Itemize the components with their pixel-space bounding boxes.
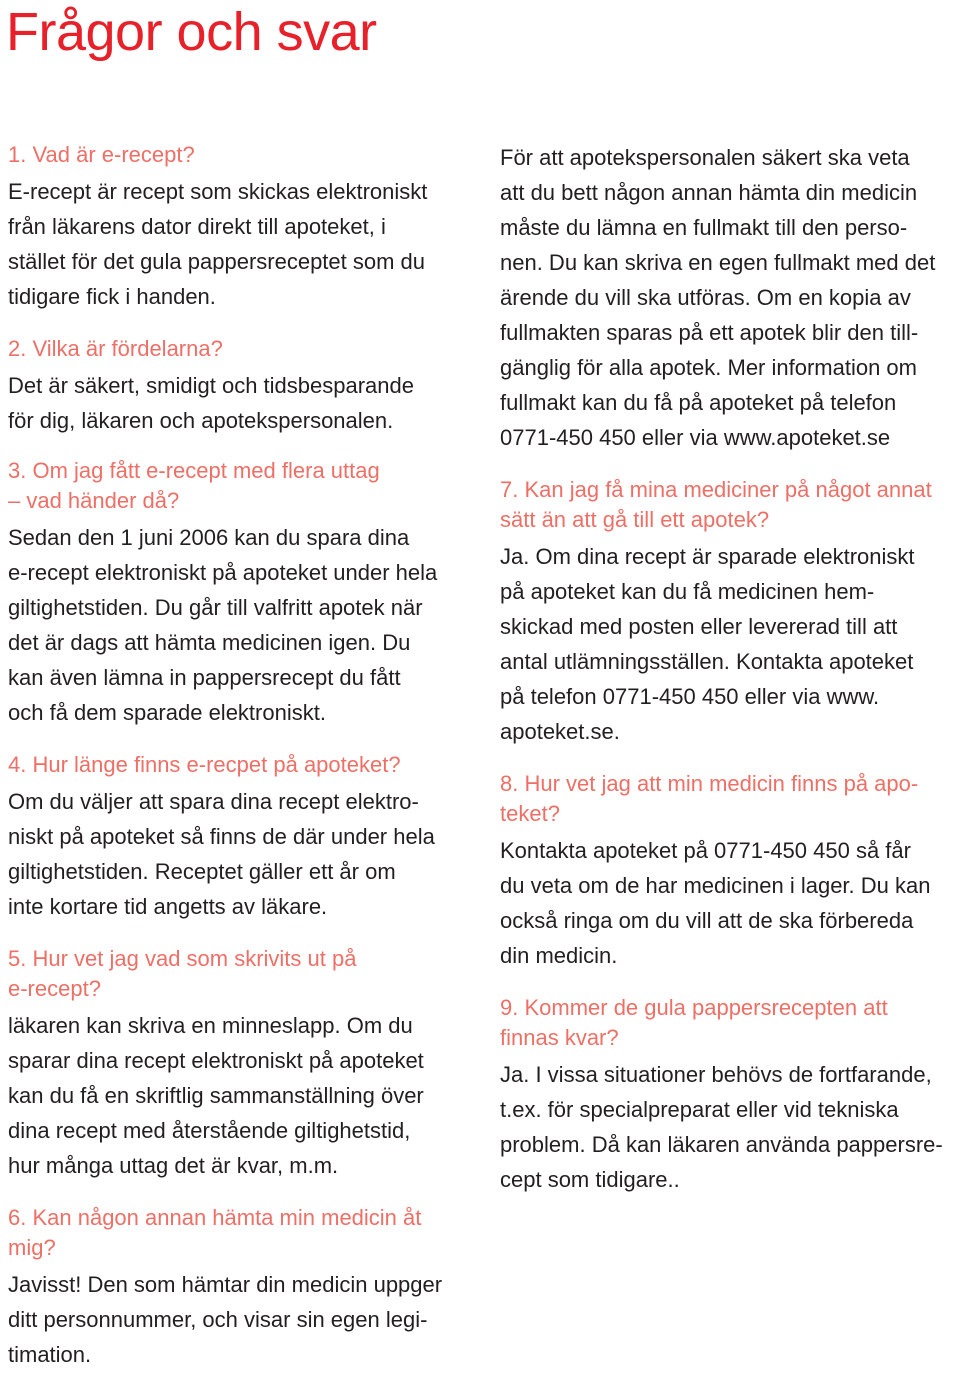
faq-answer-4: Om du väljer att spara dina recept elektro- niskt på apoteket så finns de där under hela giltighetstiden. Receptet gäller ett år om inte kortare tid angetts av läkare. <box>8 789 435 919</box>
faq-answer-9: Ja. I vissa situationer behövs de fortfarande, t.ex. för specialpreparat eller vid tekniska problem. Då kan läkaren använda pappersre- cept som tidigare.. <box>500 1062 943 1192</box>
faq-item-9 <box>500 993 955 1197</box>
faq-answer-5: läkaren kan skriva en minneslapp. Om du sparar dina recept elektroniskt på apoteket kan du få en skriftlig sammanställning över dina recept med återstående giltighetstid, hur många uttag det är kvar, m.m. <box>8 1013 424 1178</box>
faq-question-7: 7. Kan jag få mina mediciner på något annat sätt än att gå till ett apotek? <box>500 477 932 532</box>
right-column <box>500 140 955 1217</box>
faq-item-5 <box>8 944 478 1183</box>
faq-question-8: 8. Hur vet jag att min medicin finns på apo- teket? <box>500 771 919 826</box>
faq-item-3 <box>8 456 478 730</box>
faq-item-6-continued <box>500 140 955 455</box>
faq-answer-1: E-recept är recept som skickas elektroniskt från läkarens dator direkt till apoteket, i stället för det gula pappersreceptet som du tidigare fick i handen. <box>8 179 428 309</box>
faq-question-6: 6. Kan någon annan hämta min medicin åt mig? <box>8 1205 422 1260</box>
faq-item-8 <box>500 769 955 973</box>
faq-answer-3: Sedan den 1 juni 2006 kan du spara dina e-recept elektroniskt på apoteket under hela giltighetstiden. Du går till valfritt apotek när det är dags att hämta medicinen igen. Du kan även lämna in pappersrecept du fått och få dem sparade elektroniskt. <box>8 525 438 725</box>
page-title: Frågor och svar <box>6 2 377 62</box>
faq-item-4 <box>8 750 478 924</box>
faq-question-1: 1. Vad är e-recept? <box>8 142 195 167</box>
faq-question-4: 4. Hur länge finns e-recpet på apoteket? <box>8 752 401 777</box>
faq-answer-7: Ja. Om dina recept är sparade elektroniskt på apoteket kan du få medicinen hem- skickad med posten eller levererad till att antal utlämningsställen. Kontakta apoteket på telefon 0771-450 450 eller via www. apoteket.se. <box>500 544 915 744</box>
faq-answer-6: Javisst! Den som hämtar din medicin uppger ditt personnummer, och visar sin egen legi- timation. <box>8 1272 443 1367</box>
faq-question-3: 3. Om jag fått e-recept med flera uttag – vad händer då? <box>8 458 380 513</box>
faq-question-5: 5. Hur vet jag vad som skrivits ut på e-recept? <box>8 946 357 1001</box>
faq-answer-2: Det är säkert, smidigt och tidsbesparande för dig, läkaren och apotekspersonalen. <box>8 373 414 433</box>
faq-item-1 <box>8 140 478 314</box>
faq-answer-8: Kontakta apoteket på 0771-450 450 så får du veta om de har medicinen i lager. Du kan också ringa om du vill att de ska förbereda din medicin. <box>500 838 931 968</box>
faq-question-9: 9. Kommer de gula pappersrecepten att finnas kvar? <box>500 995 888 1050</box>
faq-question-2: 2. Vilka är fördelarna? <box>8 336 223 361</box>
faq-item-6 <box>8 1203 478 1372</box>
faq-item-2 <box>8 334 478 438</box>
faq-answer-6-continued: För att apotekspersonalen säkert ska veta att du bett någon annan hämta din medicin måste du lämna en fullmakt till den perso- nen. Du kan skriva en egen fullmakt med det ärende du vill ska utföras. Om en kopia av fullmakten sparas på ett apotek blir den till- gänglig för alla apotek. Mer information om fullmakt kan du få på apoteket på telefon 0771-450 450 eller via www.apoteket.se <box>500 145 936 450</box>
faq-item-7 <box>500 475 955 749</box>
left-column <box>8 140 478 1392</box>
